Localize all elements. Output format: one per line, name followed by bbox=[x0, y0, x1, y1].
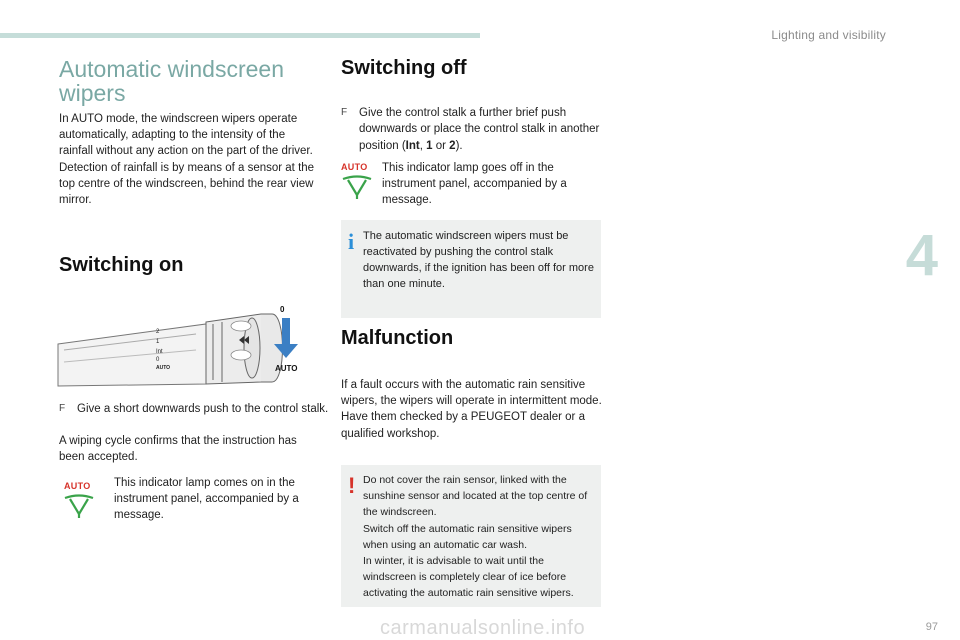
switch-on-bullet bbox=[59, 401, 337, 417]
switch-off-text-end: ). bbox=[455, 139, 463, 152]
intro-paragraph: In AUTO mode, the windscreen wipers operate automatically, adapting to the intensity of the rainfall without any action on the part of the driver. bbox=[59, 113, 313, 158]
warning-box bbox=[341, 465, 601, 607]
stalk-label-0: 0 bbox=[156, 357, 160, 363]
info-icon: i bbox=[348, 229, 355, 254]
warning-line: Do not cover the rain sensor, linked with the sunshine sensor and located at the top centre of the windscreen. bbox=[363, 474, 588, 519]
bullet-flag: F bbox=[59, 403, 66, 414]
switch-off-text: Give the control stalk a further brief push downwards or place the control stalk in another position ( bbox=[359, 107, 600, 152]
malfunction-heading: Malfunction bbox=[341, 327, 454, 349]
malfunction-paragraph: If a fault occurs with the automatic rain sensitive wipers, the wipers will operate in intermittent mode. bbox=[341, 379, 602, 408]
switch-on-bullet-text: Give a short downwards push to the control stalk. bbox=[77, 403, 329, 415]
watermark: carmanualsonline.info bbox=[380, 617, 586, 639]
chapter-number-tab: 4 bbox=[905, 223, 938, 288]
switch-off-bullet bbox=[341, 105, 609, 154]
stalk-label-auto: AUTO bbox=[156, 365, 171, 371]
stalk-label-2: 2 bbox=[156, 329, 160, 335]
page-title: Automatic windscreen wipers bbox=[59, 56, 284, 106]
separator: or bbox=[432, 139, 450, 152]
header-accent-bar bbox=[0, 33, 480, 38]
lamp-off-text: This indicator lamp goes off in the instrument panel, accompanied by a message. bbox=[382, 162, 567, 207]
stalk-label-1: 1 bbox=[156, 339, 160, 345]
position-1: 1 bbox=[426, 139, 433, 152]
auto-lamp-tag: AUTO bbox=[64, 481, 91, 491]
lamp-on-text: This indicator lamp comes on in the instrument panel, accompanied by a message. bbox=[114, 477, 299, 522]
wiper-lamp-icon bbox=[62, 494, 96, 518]
section-label: Lighting and visibility bbox=[771, 28, 886, 42]
intro-text bbox=[59, 111, 319, 208]
wiper-lamp-icon bbox=[340, 175, 374, 199]
warning-text bbox=[363, 472, 599, 602]
switching-on-heading: Switching on bbox=[59, 254, 184, 276]
position-2: 2 bbox=[449, 139, 456, 152]
warning-icon: ! bbox=[348, 473, 356, 498]
stalk-label-int: Int bbox=[156, 349, 163, 355]
bullet-flag: F bbox=[341, 107, 348, 119]
warning-line: In winter, it is advisable to wait until the windscreen is completely clear of ice before activating the automatic rain sensitive wipers. bbox=[363, 555, 574, 600]
detection-paragraph: Detection of rainfall is by means of a sensor at the top centre of the windscreen, behind the rear view mirror. bbox=[59, 161, 315, 207]
warning-line: Switch off the automatic rain sensitive wipers when using an automatic car wash. bbox=[363, 522, 572, 551]
separator: , bbox=[419, 139, 427, 152]
malfunction-text bbox=[341, 377, 603, 442]
switching-off-heading: Switching off bbox=[341, 57, 467, 79]
info-box bbox=[341, 220, 601, 318]
confirm-text: A wiping cycle confirms that the instruction has been accepted. bbox=[59, 435, 297, 464]
position-int: Int bbox=[405, 139, 420, 152]
arrow-label-0: 0 bbox=[280, 305, 285, 314]
info-text: The automatic windscreen wipers must be reactivated by pushing the control stalk downwards, if the ignition has been off for more than one minute. bbox=[363, 230, 594, 290]
dealer-paragraph: Have them checked by a PEUGEOT dealer or a qualified workshop. bbox=[341, 411, 585, 440]
auto-lamp-tag: AUTO bbox=[341, 162, 368, 172]
control-stalk-illustration bbox=[56, 300, 306, 392]
page-number: 97 bbox=[925, 621, 938, 633]
arrow-label-auto: AUTO bbox=[275, 364, 298, 373]
